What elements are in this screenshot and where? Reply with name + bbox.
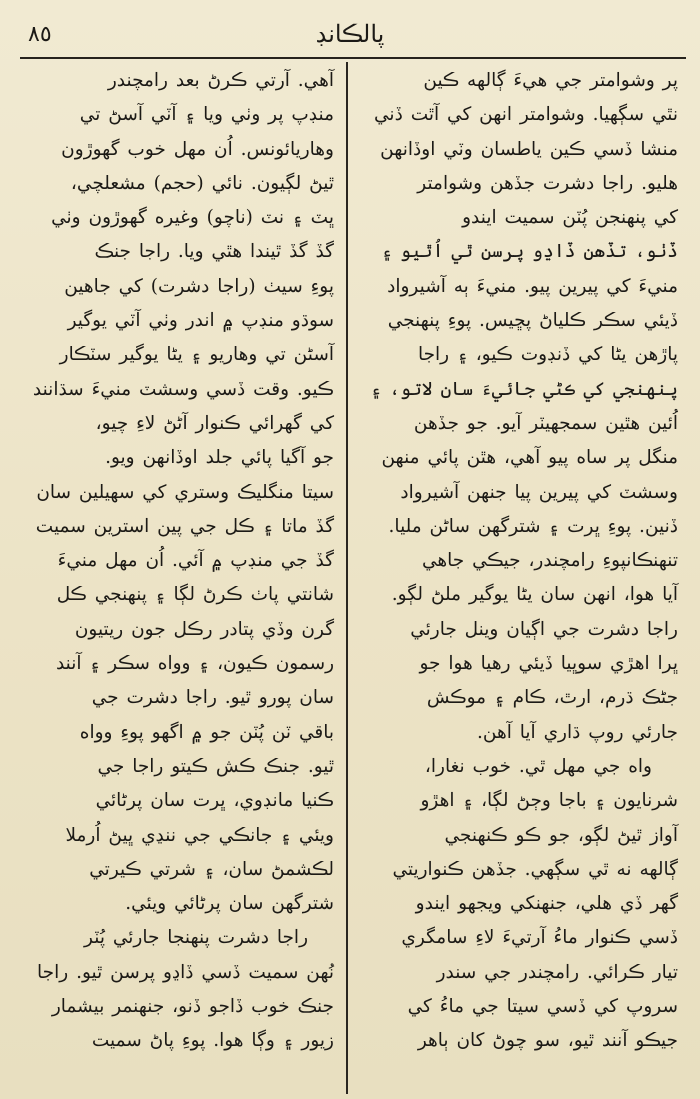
text-line: سان پورو ٿيو. راجا دشرت جي [91, 687, 334, 709]
text-line: ٿيو. جنڪ ڪش ڪيتو راجا جي [97, 755, 334, 777]
text-line: ڀٽ ۽ نٽ (ناچو) وغيره گهوڙون وٺي [51, 207, 334, 229]
paragraph-start-line: راجا دشرت پنهنجا جارئي پُٽر [84, 927, 308, 949]
text-line: جو آگيا پائي جلد اوڏانهن ويو. [105, 447, 334, 469]
text-line: سروپ کي ڏسي سيتا جي ماءُ کي [407, 996, 678, 1018]
page-number: ٨٥ [28, 22, 52, 47]
text-line: وسشٽ کي پيرين پيا جنهن آشيرواد [400, 481, 678, 503]
text-line: پنهنجي کي ڪڻي جائيءَ سان لاتو، ۽ [370, 378, 678, 400]
text-line: کي پنهنجن پُٽن سميت ايندو [462, 207, 678, 229]
text-line: گڏ جي منڊپ ۾ آئي. اُن مهل منيءَ [57, 550, 334, 572]
text-line: ڏيئي سڪر ڪلياڻ پڇيس. پوءِ پنهنجي [387, 310, 678, 332]
text-line: ڪنيا مانڊوي، ڀرت سان پرڻائي [95, 790, 334, 812]
text-line: نُهن سميت ڏسي ڏاڍو پرسن ٿيو. راجا [37, 961, 334, 983]
text-line: وهاريائونس. اُن مهل خوب گهوڙون [61, 138, 334, 160]
text-line: راجا دشرت جي اڳيان وينل جارئي [410, 618, 678, 640]
text-line: شترگهن سان پرڻائي ويئي. [125, 893, 334, 915]
left-text-column [14, 64, 334, 1059]
text-line: ڏسي ڪنوار ماءُ آرتيءَ لاءِ سامگري [401, 927, 678, 949]
text-line: باقي ٽن پُٽن جو ۾ اگهو پوءِ وواه [79, 721, 334, 743]
text-line: پاڙهن يڻا کي ڏنڊوت ڪيو، ۽ راجا [417, 344, 678, 366]
paragraph-start-line: واه جي مهل ٿي. خوب نغارا، [424, 755, 652, 777]
text-line: ڪيو. وقت ڏسي وسشٽ منيءَ سڌانند [32, 378, 334, 400]
text-line: ٿيڻ لڳيون. نائي (حجم) مشعلچي، [70, 172, 334, 194]
text-line: جيڪو آنند ٿيو، سو چوڻ کان ٻاهر [417, 1030, 678, 1052]
text-line: سيتا منگليڪ وستري کي سهيلين سان [36, 481, 334, 503]
text-line: شرنايون ۽ باجا وڄڻ لڳا، ۽ اهڙو [420, 790, 678, 812]
text-line: تيار ڪرائي. رامچندر جي سندر [436, 961, 678, 983]
text-line: منڊپ پر وٺي ويا ۽ آٽي آسڻ تي [79, 104, 334, 126]
text-line: کي گهرائي ڪنوار آڻڻ لاءِ چيو، [95, 412, 334, 434]
text-line: گرن وڏي پتادر رڪل جون ريتيون [74, 618, 334, 640]
text-line: جڻڪ ڌرم، ارٿ، ڪام ۽ موڪش [426, 687, 678, 709]
text-line: گڏ ماتا ۽ ڪل جي پين استرين سميت [35, 515, 334, 537]
text-line: منگل پر ساه پيو آهي، هٿن پائي منهن [381, 447, 678, 469]
text-line: ڳالهه نه ٿي سڳهي. جڏهن ڪنواريتي [392, 858, 678, 880]
text-line: لڪشمڻ سان، ۽ شرتي ڪيرتي [89, 858, 334, 880]
text-line: ڏنين. پوءِ ڀرت ۽ شترگهن ساڻن مليا. [388, 515, 678, 537]
text-line: پر وشوامتر جي هيءَ ڳالهه ڪين [423, 70, 678, 91]
text-line: جنڪ خوب ڏاجو ڏنو، جنهنمر بيشمار [51, 996, 334, 1018]
text-line: ويئي ۽ جانڪي جي ننڍي ڀيڻ اُرملا [65, 824, 334, 846]
column-divider [346, 62, 348, 1094]
text-line: پوءِ سيٺ (راجا دشرت) کي جاهين [64, 275, 334, 297]
text-line: گهر ڏي هلي، جنهنکي ويجهو ايندو [415, 893, 678, 915]
text-line: منشا ڏسي ڪين ياطسان وٽي اوڏانهن [380, 138, 678, 160]
text-line: آسڻن تي وهاريو ۽ يڻا يوگير سٽڪار [59, 344, 334, 366]
text-line: تنهنڪانپوءِ رامچندر، جيڪي جاهي [421, 550, 678, 572]
text-line: زيور ۽ وڳا هوا. پوءِ پاڻ سميت [91, 1030, 334, 1052]
text-line: شانتي پاٺ ڪرڻ لڳا ۽ پنهنجي ڪل [56, 584, 334, 606]
text-line: ڏٺو، تڏهن ڏاڍو پرسن ٿي اُٿيو ۽ [381, 241, 678, 263]
text-line: گڏ گڏ ٿيندا هٿي ويا. راجا جنڪ [94, 241, 334, 263]
text-line: اُئين هٿين سمجهيٽر آيو. جو جڏهن [413, 412, 678, 434]
text-line: سوڌو منڊپ ۾ اندر وٺي آٽي يوگير [67, 310, 334, 332]
right-text-column [358, 64, 678, 1059]
text-line: آواز ٿيڻ لڳو، جو ڪو ڪنهنجي [444, 824, 678, 846]
text-line: جارئي روپ ڌاري آيا آهن. [477, 721, 678, 743]
text-line: هليو. راجا دشرت جڏهن وشوامتر [417, 172, 678, 194]
header-rule [20, 57, 686, 59]
text-line: آهي. آرتي ڪرڻ بعد رامچندر [107, 70, 334, 91]
text-line: منيءَ کي پيرين پيو. منيءَ ٻه آشيرواد [387, 275, 678, 297]
text-line: آيا هوا، انهن سان يڻا يوگير ملڻ لڳو. [391, 584, 678, 606]
text-line: رسمون ڪيون، ۽ وواه سڪر ۽ آنند [55, 653, 334, 675]
text-line: ڀرا اهڙي سوڀيا ڏيئي رهيا هوا جو [419, 653, 678, 675]
text-line: نٿي سڳهيا. وشوامتر انهن کي آٿت ڏني [374, 104, 678, 126]
running-head-title: پالڪانڊ [315, 20, 385, 48]
